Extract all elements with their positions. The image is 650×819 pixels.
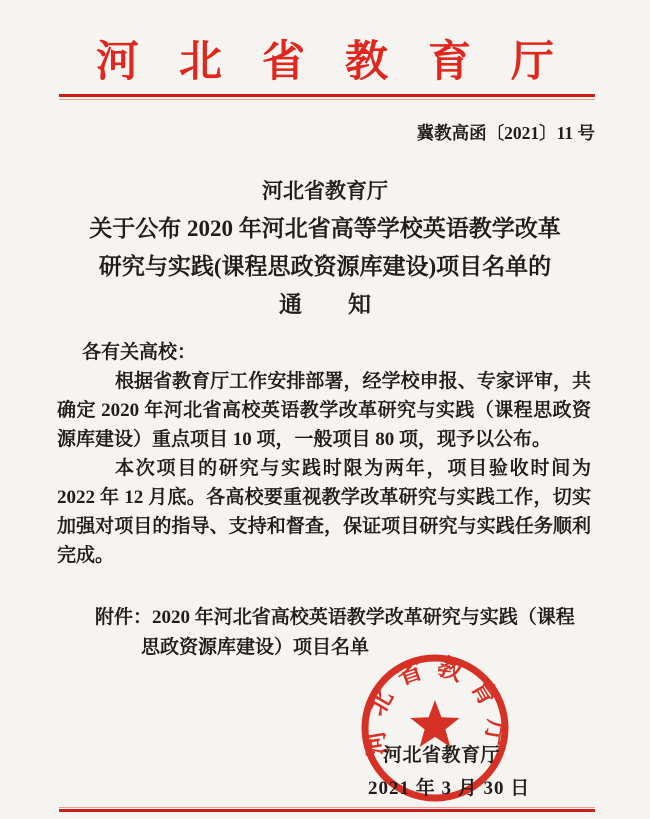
footer-separator-line xyxy=(59,807,595,812)
letterhead-separator-line xyxy=(59,94,595,100)
footer-thick-line xyxy=(59,809,595,812)
body-paragraph-1: 根据省教育厅工作安排部署，经学校申报、专家评审，共确定 2020 年河北省高校英语教学改革研究与实践（课程思政资源库建设）重点项目 10 项，一般项目 80 项，现予以公布。 xyxy=(57,371,591,450)
document-body xyxy=(57,338,591,663)
seal-ring-text: 河北省教育厅 xyxy=(360,653,510,758)
separator-thin-line xyxy=(59,99,595,100)
document-number: 冀教高函〔2021〕11 号 xyxy=(416,123,595,143)
body-paragraph-2: 本次项目的研究与实践时限为两年，项目验收时间为 2022 年 12 月底。各高校要重视教学改革研究与实践工作，切实加强对项目的指导、支持和督查，保证项目研究与实践任务顺利完成。 xyxy=(57,458,591,566)
salutation: 各有关高校： xyxy=(82,342,197,363)
title-line-1: 河北省教育厅 xyxy=(262,179,388,203)
attachment-text: 2020 年河北省高校英语教学改革研究与实践（课程思政资源库建设）项目名单 xyxy=(141,607,575,658)
letterhead-org-name: 河北省教育厅 xyxy=(96,39,594,86)
title-line-3: 研究与实践(课程思政资源库建设)项目名单的 xyxy=(98,254,552,279)
signature-date: 2021 年 3 月 30 日 xyxy=(368,778,531,799)
separator-thick-line xyxy=(59,94,595,97)
attachment-label: 附件： xyxy=(95,607,153,628)
document-title xyxy=(0,172,650,324)
signature-org: 河北省教育厅 xyxy=(383,745,501,766)
footer-thin-line xyxy=(59,807,595,808)
title-line-4: 通 知 xyxy=(279,292,371,317)
title-line-2: 关于公布 2020 年河北省高等学校英语教学改革 xyxy=(89,216,561,241)
